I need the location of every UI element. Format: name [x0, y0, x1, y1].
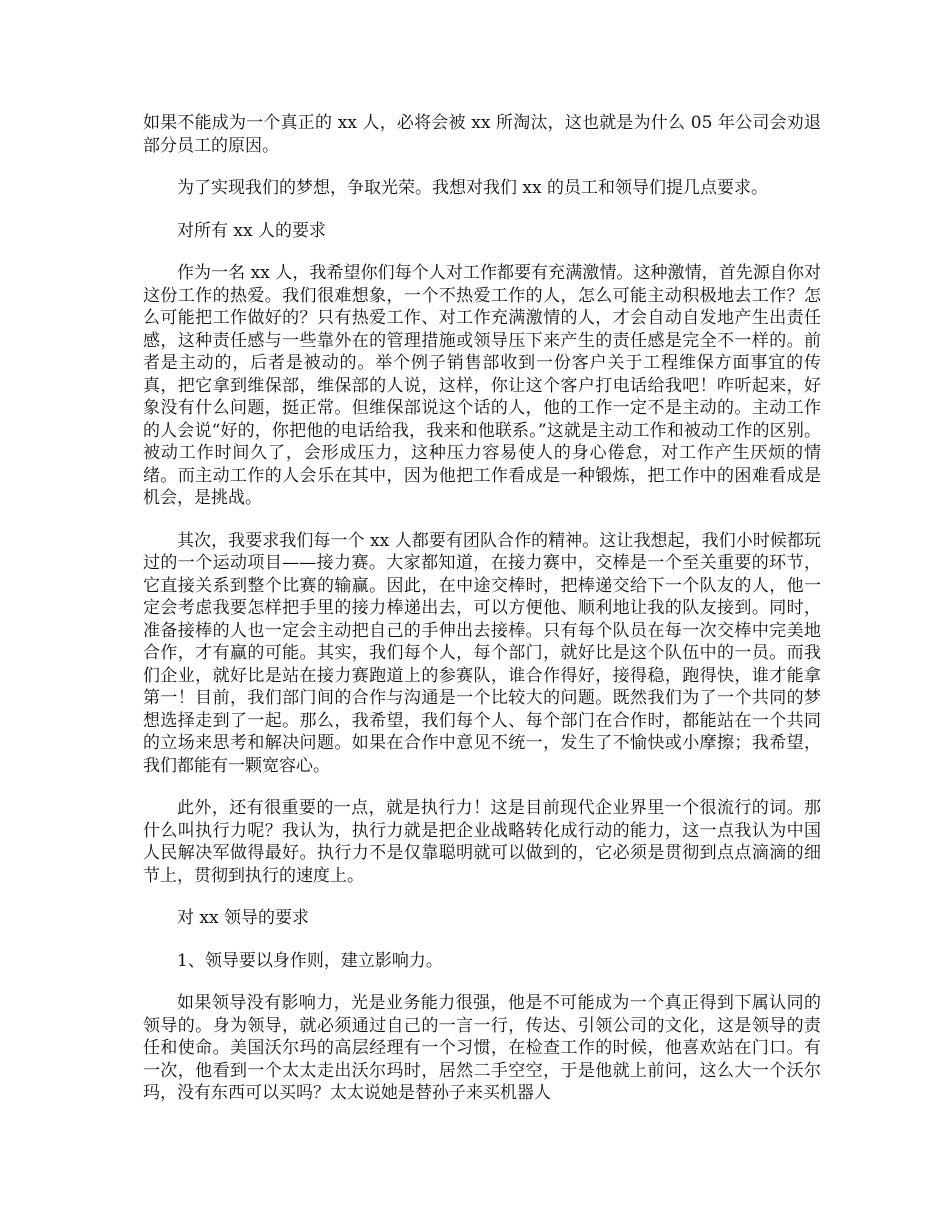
paragraph-intro: 如果不能成为一个真正的 xx 人，必将会被 xx 所淘汰，这也就是为什么 05 年公司会劝退部分员工的原因。	[143, 113, 821, 156]
section-heading-leader-requirements: 对 xx 领导的要求	[177, 908, 309, 928]
section-heading-staff-requirements: 对所有 xx 人的要求	[177, 220, 326, 241]
paragraph-influence: 如果领导没有影响力，光是业务能力很强，他是不可能成为一个真正得到下属认同的领导的。身为领导，就必须通过自己的一言一行，传达、引领公司的文化，这是领导的责任和使命。美国沃尔玛的高层经理有一个习惯，在检查工作的时候，他喜欢站在门口。有一次，他看到一个太太走出沃尔玛时，居然二手空空，于是他就上前问，这么大一个沃尔玛，没有东西可以买吗？太太说她是替孙子来买机器人	[143, 993, 821, 1103]
paragraph-passion: 作为一名 xx 人，我希望你们每个人对工作都要有充满激情。这种激情，首先源自你对这份工作的热爱。我们很难想象，一个不热爱工作的人，怎么可能主动积极地去工作？怎么可能把工作做好的？只有热爱工作、对工作充满激情的人，才会自动自发地产生出责任感，这种责任感与一些靠外在的管理措施或领导压下来产生的责任感是完全不一样的。前者是主动的，后者是被动的。举个例子销售部收到一份客户关于工程维保方面事宜的传真，把它拿到维保部，维保部的人说，这样，你让这个客户打电话给我吧！咋听起来，好象没有什么问题，挺正常。但维保部说这个话的人，他的工作一定不是主动的。主动工作的人会说“好的，你把他的电话给我，我来和他联系。”这就是主动工作和被动工作的区别。被动工作时间久了，会形成压力，这种压力容易使人的身心倦怠，对工作产生厌烦的情绪。而主动工作的人会乐在其中，因为他把工作看成是一种锻炼，把工作中的困难看成是机会，是挑战。	[143, 263, 821, 508]
paragraph-teamwork: 其次，我要求我们每一个 xx 人都要有团队合作的精神。这让我想起，我们小时候都玩过的一个运动项目——接力赛。大家都知道，在接力赛中，交棒是一个至关重要的环节，它直接关系到整个比赛的输赢。因此，在中途交棒时，把棒递交给下一个队友的人，他一定会考虑我要怎样把手里的接力棒递出去，可以方便他、顺利地让我的队友接到。同时，准备接棒的人也一定会主动把自己的手伸出去接棒。只有每个队员在每一次交棒中完美地合作，才有赢的可能。其实，我们每个人，每个部门，就好比是这个队伍中的一员。而我们企业，就好比是站在接力赛跑道上的参赛队，谁合作得好，接得稳，跑得快，谁才能拿第一！目前，我们部门间的合作与沟通是一个比较大的问题。既然我们为了一个共同的梦想选择走到了一起。那么，我希望，我们每个人、每个部门在合作时，都能站在一个共同的立场来思考和解决问题。如果在合作中意见不统一，发生了不愉快或小摩擦；我希望，我们都能有一颗宽容心。	[143, 530, 821, 776]
list-item-lead-by-example: 1、领导要以身作则，建立影响力。	[177, 950, 443, 971]
document-body	[143, 112, 821, 1105]
paragraph-goal: 为了实现我们的梦想，争取光荣。我想对我们 xx 的员工和领导们提几点要求。	[177, 178, 768, 198]
paragraph-execution: 此外，还有很重要的一点，就是执行力！这是目前现代企业界里一个很流行的词。那什么叫执行力呢？我认为，执行力就是把企业战略转化成行动的能力，这一点我认为中国人民解决军做得最好。执行力不是仅靠聪明就可以做到的，它必须是贯彻到点点滴滴的细节上，贯彻到执行的速度上。	[143, 798, 821, 886]
